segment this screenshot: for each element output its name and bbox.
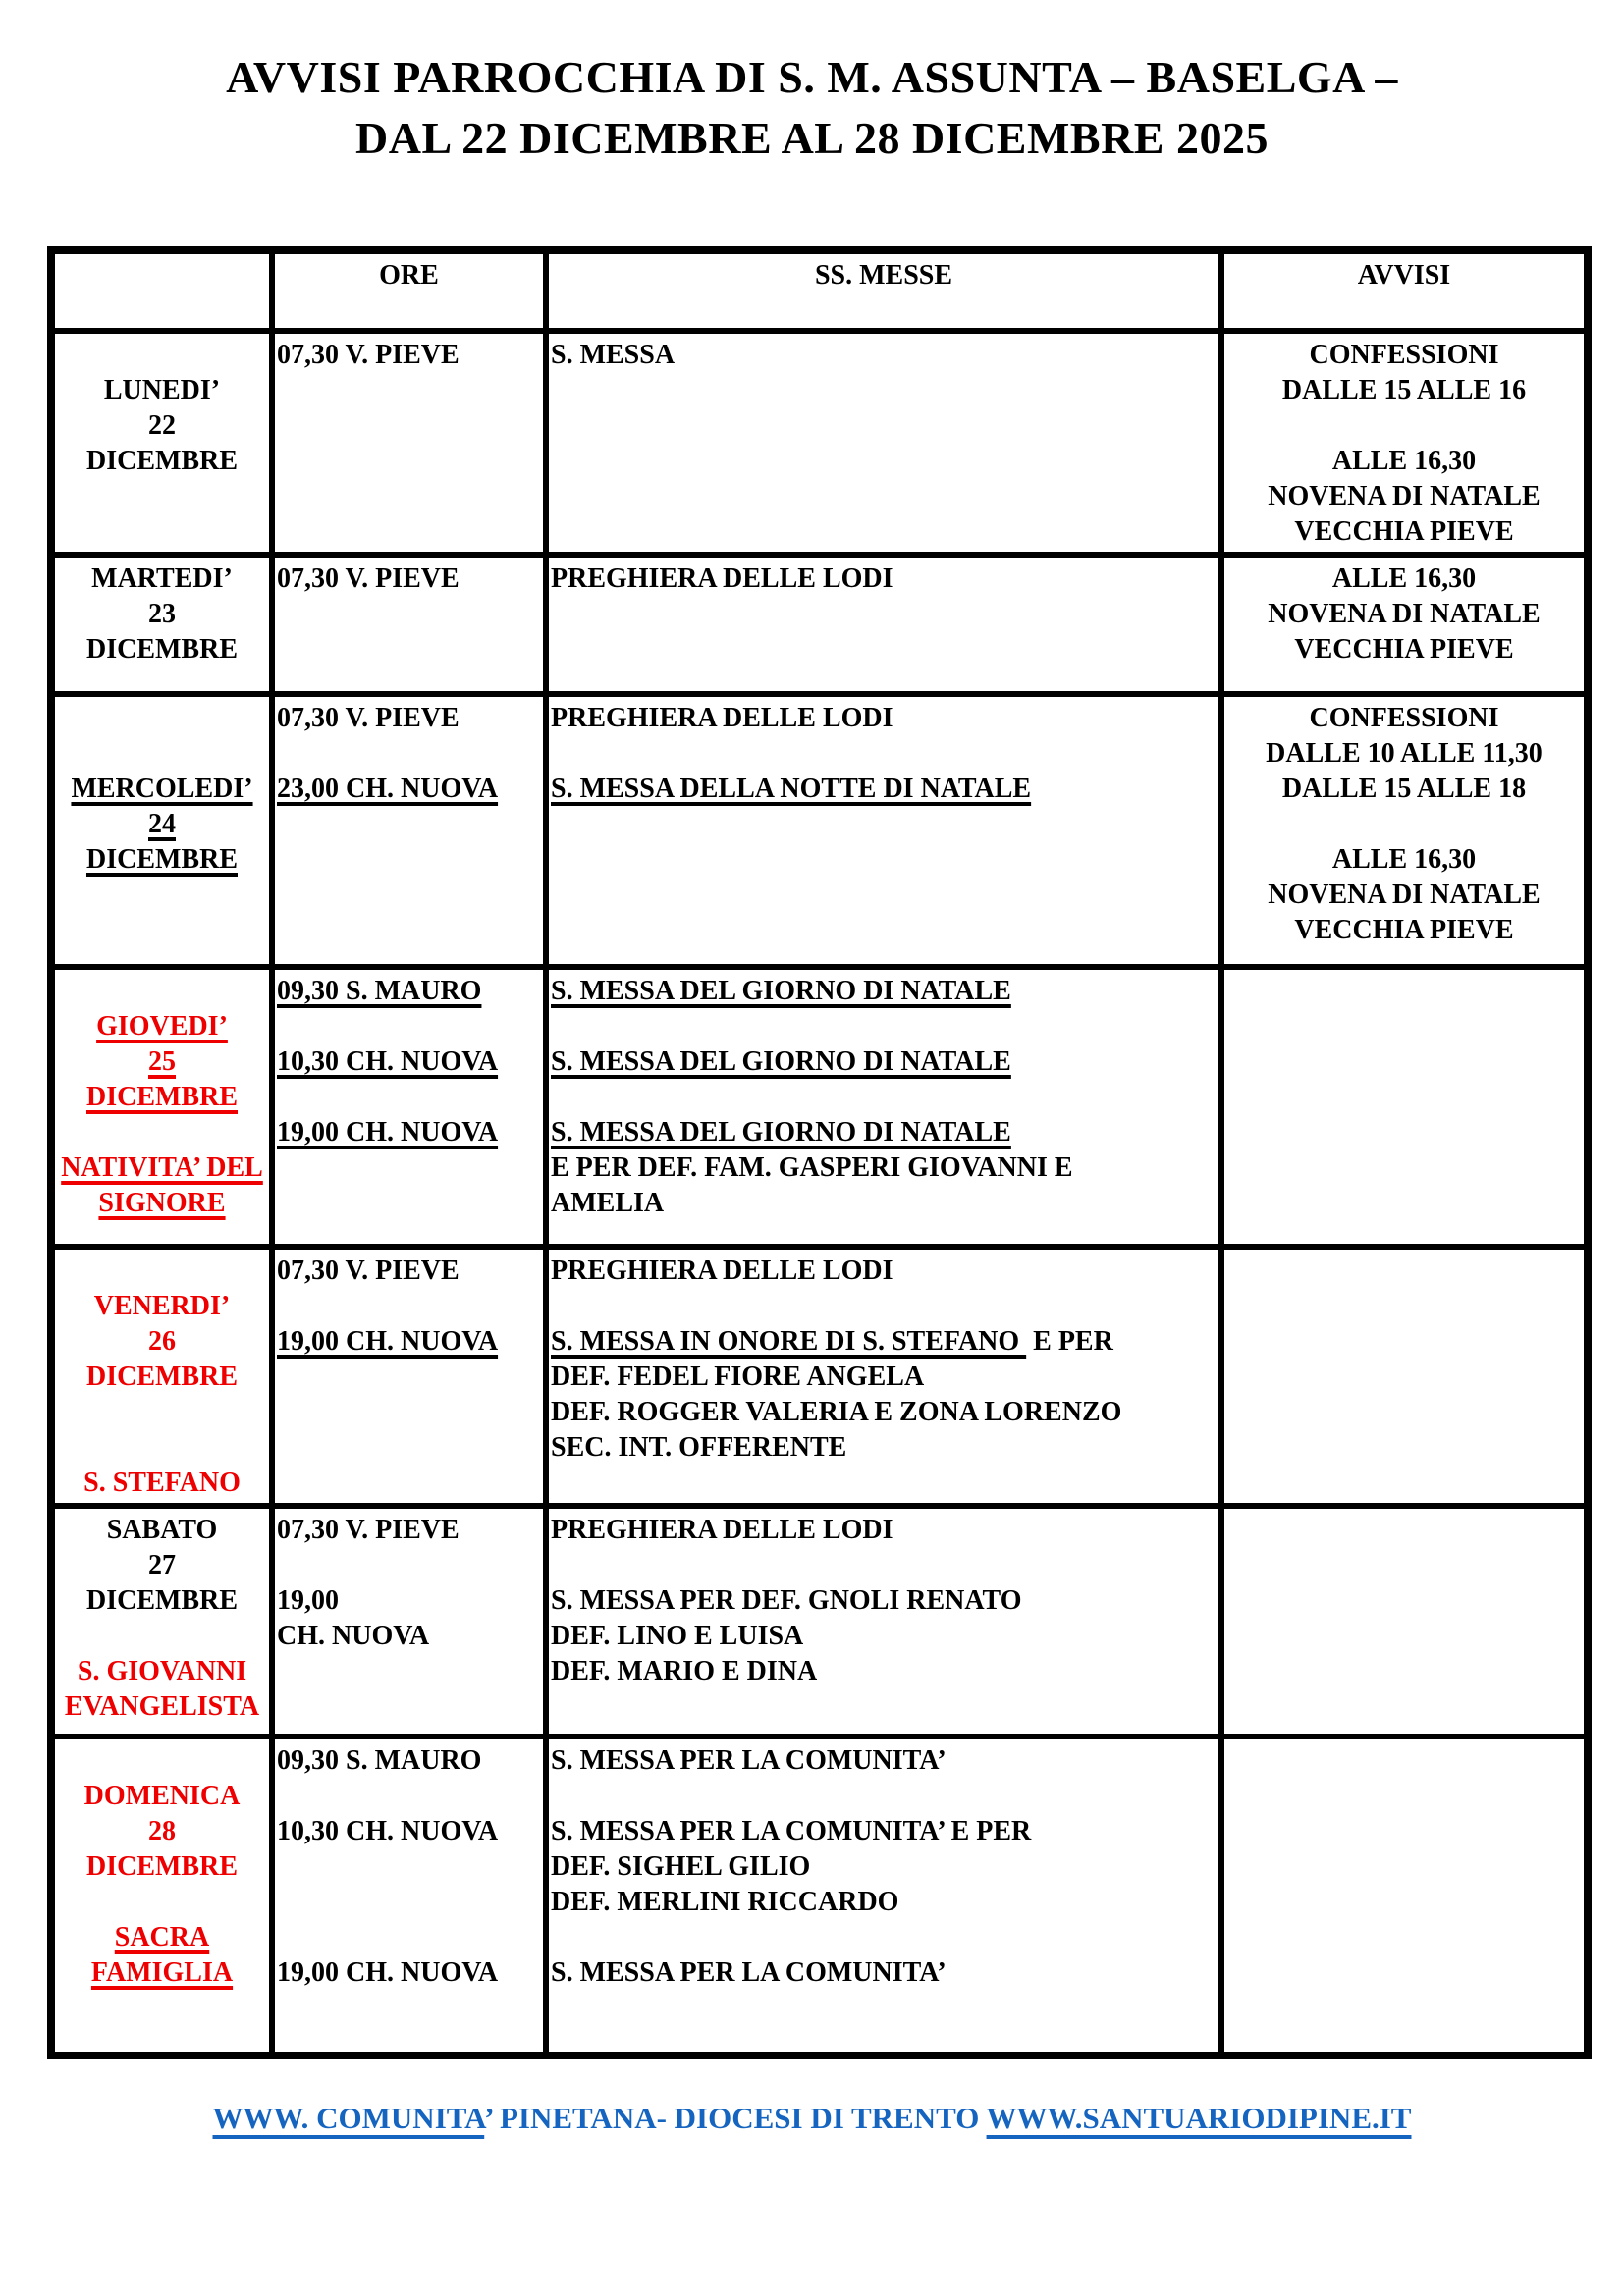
blank-line <box>57 338 267 373</box>
cell-line <box>1226 878 1582 913</box>
cell-line <box>57 807 267 842</box>
text-run: 09,30 S. MAURO <box>277 976 482 1006</box>
cell-line <box>277 1955 541 1991</box>
text-run: 07,30 V. PIEVE <box>277 703 460 733</box>
text-run: SABATO <box>106 1515 218 1545</box>
cell-line <box>551 701 1217 736</box>
text-run: NATIVITA’ DEL <box>61 1152 263 1183</box>
blank-line <box>277 1885 541 1920</box>
day-cell <box>51 694 272 967</box>
cell-line <box>57 1009 267 1044</box>
text-run: NOVENA DI NATALE <box>1268 599 1541 629</box>
blank-line <box>57 974 267 1009</box>
cell-line <box>57 1779 267 1814</box>
table-row <box>51 694 1588 967</box>
avvisi-cell <box>1221 1736 1588 2056</box>
cell-line <box>57 1849 267 1885</box>
title-line-1: AVVISI PARROCCHIA DI S. M. ASSUNTA – BASELGA – <box>226 52 1398 102</box>
text-run: DICEMBRE <box>85 446 238 476</box>
messe-cell <box>546 1506 1221 1736</box>
text-run: 10,30 CH. NUOVA <box>277 1046 499 1077</box>
text-run: DICEMBRE <box>85 1585 238 1616</box>
text-run: DALLE 15 ALLE 18 <box>1281 774 1527 804</box>
cell-line <box>551 1430 1217 1466</box>
text-run: DICEMBRE <box>85 844 238 875</box>
cell-line <box>551 1115 1217 1150</box>
blank-line <box>1226 807 1582 842</box>
text-run: GIOVEDI’ <box>96 1011 228 1041</box>
header-avvisi: AVVISI <box>1221 250 1588 331</box>
text-run: DEF. ROGGER VALERIA E ZONA LORENZO <box>551 1397 1122 1427</box>
cell-line <box>1226 338 1582 373</box>
cell-line <box>57 1324 267 1360</box>
text-run: NOVENA DI NATALE <box>1268 481 1541 511</box>
blank-line <box>551 1009 1217 1044</box>
cell-line <box>57 597 267 632</box>
messe-cell <box>546 694 1221 967</box>
blank-line <box>57 1885 267 1920</box>
table-row <box>51 1247 1588 1506</box>
text-run: ALLE 16,30 <box>1331 563 1477 594</box>
cell-line <box>551 1360 1217 1395</box>
table-row <box>51 331 1588 555</box>
day-cell <box>51 1247 272 1506</box>
day-cell <box>51 331 272 555</box>
cell-line <box>57 1466 267 1501</box>
cell-line <box>57 373 267 408</box>
cell-line <box>551 1044 1217 1080</box>
title-line-2: DAL 22 DICEMBRE AL 28 DICEMBRE 2025 <box>355 113 1269 163</box>
blank-line <box>551 1289 1217 1324</box>
avvisi-cell <box>1221 967 1588 1247</box>
cell-line <box>277 1814 541 1849</box>
cell-line <box>57 1044 267 1080</box>
text-run: DEF. LINO E LUISA <box>551 1621 804 1651</box>
text-run: S. MESSA DEL GIORNO DI NATALE <box>551 1046 1011 1077</box>
day-cell <box>51 967 272 1247</box>
cell-line <box>277 1513 541 1548</box>
text-run: PREGHIERA DELLE LODI <box>551 563 893 594</box>
cell-line <box>57 561 267 597</box>
blank-line <box>277 1009 541 1044</box>
cell-line <box>551 561 1217 597</box>
table-row <box>51 967 1588 1247</box>
blank-line <box>57 701 267 736</box>
text-run: S. MESSA IN ONORE DI S. STEFANO <box>551 1326 1027 1357</box>
blank-line <box>57 736 267 772</box>
text-run: DALLE 10 ALLE 11,30 <box>1266 738 1543 769</box>
text-run: 28 <box>148 1816 176 1846</box>
cell-line <box>1226 632 1582 667</box>
text-run: MARTEDI’ <box>91 563 233 594</box>
text-run: VECCHIA PIEVE <box>1294 634 1514 665</box>
text-run: SEC. INT. OFFERENTE <box>551 1432 847 1463</box>
ore-cell <box>272 967 546 1247</box>
messe-cell <box>546 1247 1221 1506</box>
cell-line <box>57 1548 267 1583</box>
ore-cell <box>272 555 546 694</box>
cell-line <box>551 974 1217 1009</box>
cell-line <box>57 408 267 444</box>
ore-cell <box>272 1736 546 2056</box>
text-run: 24 <box>148 809 176 839</box>
cell-line <box>551 1619 1217 1654</box>
cell-line <box>57 1360 267 1395</box>
cell-line <box>277 974 541 1009</box>
cell-line <box>551 338 1217 373</box>
text-run: 07,30 V. PIEVE <box>277 563 460 594</box>
cell-line <box>57 1289 267 1324</box>
text-run: DEF. MERLINI RICCARDO <box>551 1887 899 1917</box>
text-run: DICEMBRE <box>85 1082 238 1112</box>
cell-line <box>277 1583 541 1619</box>
text-run: S. MESSA DEL GIORNO DI NATALE <box>551 1117 1011 1148</box>
day-cell <box>51 1506 272 1736</box>
cell-line <box>57 1654 267 1689</box>
text-run: 27 <box>148 1550 176 1580</box>
cell-line <box>57 1689 267 1725</box>
cell-line <box>57 632 267 667</box>
cell-line <box>277 1743 541 1779</box>
text-run: 19,00 CH. NUOVA <box>277 1326 499 1357</box>
messe-cell <box>546 555 1221 694</box>
cell-line <box>277 772 541 807</box>
text-run: 23 <box>148 599 176 629</box>
blank-line <box>277 1849 541 1885</box>
avvisi-cell <box>1221 331 1588 555</box>
text-run: 19,00 CH. NUOVA <box>277 1957 499 1988</box>
footer-link-santuariodipine[interactable]: WWW.SANTUARIODIPINE.IT <box>986 2101 1412 2135</box>
text-run: 19,00 <box>277 1585 339 1616</box>
cell-line <box>277 561 541 597</box>
cell-line <box>551 1885 1217 1920</box>
cell-line <box>551 772 1217 807</box>
blank-line <box>277 1289 541 1324</box>
cell-line <box>57 772 267 807</box>
cell-line <box>551 1654 1217 1689</box>
blank-line <box>57 1619 267 1654</box>
text-run: VECCHIA PIEVE <box>1294 516 1514 547</box>
cell-line <box>551 1513 1217 1548</box>
text-run: DICEMBRE <box>85 634 238 665</box>
cell-line <box>277 701 541 736</box>
text-run: DICEMBRE <box>85 1851 238 1882</box>
cell-line <box>551 1324 1217 1360</box>
cell-line <box>57 1920 267 1955</box>
text-run: 10,30 CH. NUOVA <box>277 1816 499 1846</box>
cell-line <box>1226 913 1582 948</box>
ore-cell <box>272 1506 546 1736</box>
cell-line <box>57 842 267 878</box>
blank-line <box>57 1743 267 1779</box>
text-run: ALLE 16,30 <box>1331 844 1477 875</box>
text-run: PREGHIERA DELLE LODI <box>551 1515 893 1545</box>
cell-line <box>1226 514 1582 550</box>
text-run: S. MESSA PER LA COMUNITA’ E PER <box>551 1816 1032 1846</box>
schedule-table <box>47 246 1592 2059</box>
messe-cell <box>546 331 1221 555</box>
cell-line <box>551 1254 1217 1289</box>
cell-line <box>57 1150 267 1186</box>
text-run: 26 <box>148 1326 176 1357</box>
cell-line <box>57 1955 267 1991</box>
text-run: S. MESSA <box>551 340 676 370</box>
text-run: PREGHIERA DELLE LODI <box>551 1255 893 1286</box>
text-run: S. MESSA PER DEF. GNOLI RENATO <box>551 1585 1022 1616</box>
text-run: VENERDI’ <box>93 1291 231 1321</box>
cell-line <box>57 1080 267 1115</box>
blank-line <box>277 1548 541 1583</box>
text-run: 07,30 V. PIEVE <box>277 1255 460 1286</box>
header-row <box>51 250 1588 331</box>
cell-line <box>1226 701 1582 736</box>
cell-line <box>277 1254 541 1289</box>
footer-text: ’ PINETANA- DIOCESI DI TRENTO <box>484 2101 987 2135</box>
blank-line <box>551 1548 1217 1583</box>
cell-line <box>1226 772 1582 807</box>
header-day <box>51 250 272 331</box>
messe-cell <box>546 967 1221 1247</box>
cell-line <box>1226 736 1582 772</box>
text-run: DALLE 15 ALLE 16 <box>1281 375 1527 405</box>
text-run: ALLE 16,30 <box>1331 446 1477 476</box>
avvisi-cell <box>1221 1506 1588 1736</box>
day-cell <box>51 555 272 694</box>
text-run: 19,00 CH. NUOVA <box>277 1117 499 1148</box>
ore-cell <box>272 694 546 967</box>
blank-line <box>57 1254 267 1289</box>
blank-line <box>551 1080 1217 1115</box>
cell-line <box>551 1814 1217 1849</box>
cell-line <box>551 1849 1217 1885</box>
header-ore: ORE <box>272 250 546 331</box>
page-title <box>0 47 1624 169</box>
blank-line <box>277 736 541 772</box>
blank-line <box>277 1080 541 1115</box>
cell-line <box>277 338 541 373</box>
cell-line <box>1226 561 1582 597</box>
text-run: NOVENA DI NATALE <box>1268 880 1541 910</box>
blank-line <box>57 1430 267 1466</box>
footer-links <box>0 2097 1624 2140</box>
text-run: PREGHIERA DELLE LODI <box>551 703 893 733</box>
cell-line <box>1226 444 1582 479</box>
text-run: LUNEDI’ <box>103 375 221 405</box>
text-run: DEF. SIGHEL GILIO <box>551 1851 811 1882</box>
text-run: S. GIOVANNI <box>77 1656 247 1686</box>
blank-line <box>1226 408 1582 444</box>
text-run: DOMENICA <box>83 1781 241 1811</box>
cell-line <box>277 1044 541 1080</box>
cell-line <box>57 444 267 479</box>
text-run: S. MESSA DELLA NOTTE DI NATALE <box>551 774 1032 804</box>
text-run: 23,00 CH. NUOVA <box>277 774 499 804</box>
cell-line <box>57 1513 267 1548</box>
avvisi-cell <box>1221 555 1588 694</box>
avvisi-cell <box>1221 1247 1588 1506</box>
cell-line <box>277 1115 541 1150</box>
text-run: DEF. MARIO E DINA <box>551 1656 818 1686</box>
text-run: S. MESSA DEL GIORNO DI NATALE <box>551 976 1011 1006</box>
cell-line <box>551 1186 1217 1221</box>
cell-line <box>277 1619 541 1654</box>
text-run: SIGNORE <box>98 1188 226 1218</box>
text-run: CH. NUOVA <box>277 1621 430 1651</box>
text-run: AMELIA <box>551 1188 665 1218</box>
cell-line <box>57 1583 267 1619</box>
cell-line <box>551 1955 1217 1991</box>
blank-line <box>57 1115 267 1150</box>
messe-cell <box>546 1736 1221 2056</box>
day-cell <box>51 1736 272 2056</box>
cell-line <box>1226 842 1582 878</box>
table-row <box>51 1506 1588 1736</box>
avvisi-cell <box>1221 694 1588 967</box>
blank-line <box>277 1920 541 1955</box>
text-run: S. MESSA PER LA COMUNITA’ <box>551 1957 947 1988</box>
table-row <box>51 555 1588 694</box>
cell-line <box>551 1395 1217 1430</box>
text-run: S. MESSA PER LA COMUNITA’ <box>551 1745 947 1776</box>
text-run: SACRA <box>114 1922 210 1952</box>
cell-line <box>551 1743 1217 1779</box>
text-run: VECCHIA PIEVE <box>1294 915 1514 945</box>
text-run: 07,30 V. PIEVE <box>277 1515 460 1545</box>
text-run: EVANGELISTA <box>64 1691 260 1722</box>
text-run: CONFESSIONI <box>1309 340 1499 370</box>
text-run: 09,30 S. MAURO <box>277 1745 482 1776</box>
text-run: 22 <box>148 410 176 441</box>
blank-line <box>57 1395 267 1430</box>
text-run: S. STEFANO <box>83 1468 241 1498</box>
blank-line <box>277 1779 541 1814</box>
blank-line <box>551 736 1217 772</box>
cell-line <box>551 1150 1217 1186</box>
text-run: FAMIGLIA <box>90 1957 234 1988</box>
cell-line <box>1226 597 1582 632</box>
text-run: E PER DEF. FAM. GASPERI GIOVANNI E <box>551 1152 1073 1183</box>
table-row <box>51 1736 1588 2056</box>
text-run: DEF. FEDEL FIORE ANGELA <box>551 1362 925 1392</box>
text-run: DICEMBRE <box>85 1362 238 1392</box>
cell-line <box>1226 373 1582 408</box>
text-run: E PER <box>1026 1326 1113 1357</box>
cell-line <box>57 1186 267 1221</box>
blank-line <box>551 1920 1217 1955</box>
cell-line <box>1226 479 1582 514</box>
text-run: CONFESSIONI <box>1309 703 1499 733</box>
cell-line <box>277 1324 541 1360</box>
text-run: 07,30 V. PIEVE <box>277 340 460 370</box>
ore-cell <box>272 1247 546 1506</box>
cell-line <box>551 1583 1217 1619</box>
ore-cell <box>272 331 546 555</box>
text-run: 25 <box>148 1046 176 1077</box>
header-messe: SS. MESSE <box>546 250 1221 331</box>
blank-line <box>551 1779 1217 1814</box>
cell-line <box>57 1814 267 1849</box>
footer-link-comunita-pinetana[interactable]: WWW. COMUNITA <box>212 2101 485 2135</box>
text-run: MERCOLEDI’ <box>71 774 253 804</box>
